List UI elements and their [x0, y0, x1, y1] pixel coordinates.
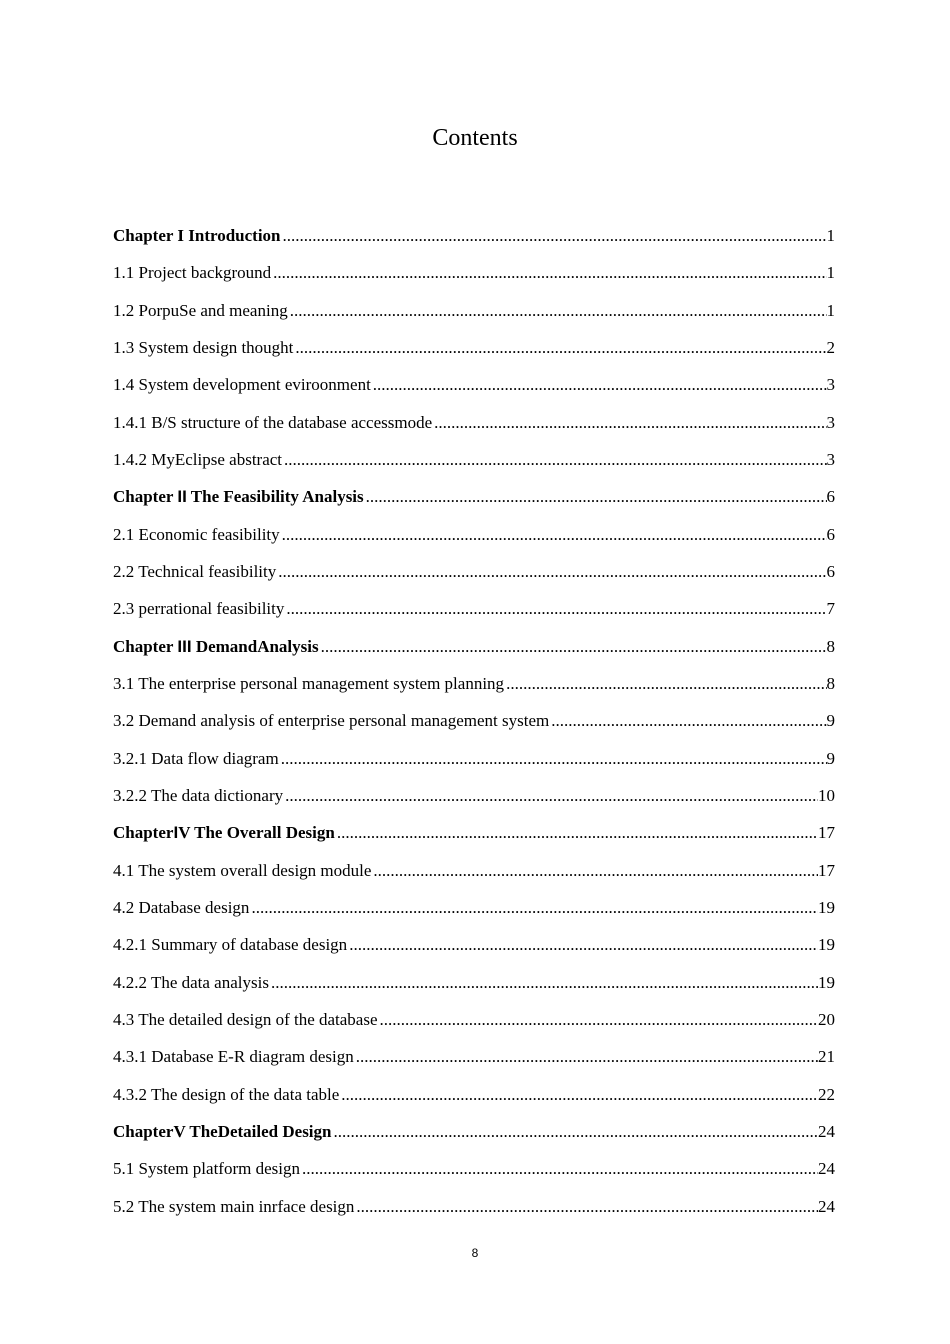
- dot-leader: [371, 852, 818, 889]
- toc-entry-label: [113, 964, 269, 1001]
- roman-numeral: I: [173, 823, 179, 843]
- dot-leader: [354, 1038, 818, 1075]
- toc-entry[interactable]: [113, 1188, 835, 1225]
- dot-leader: [371, 366, 827, 403]
- toc-entry-page: 6: [826, 487, 835, 507]
- toc-entry-text: The Feasibility Analysis: [186, 487, 364, 507]
- dot-leader: [504, 665, 826, 702]
- dot-leader: [284, 590, 826, 627]
- toc-entry-label: [113, 404, 432, 441]
- toc-entry-page: 20: [818, 1009, 835, 1029]
- toc-entry-page: 1: [826, 226, 835, 245]
- toc-entry-page: 6: [826, 561, 835, 581]
- toc-entry-page: 9: [826, 711, 835, 731]
- dot-leader: [269, 964, 818, 1001]
- dot-leader: [288, 292, 827, 329]
- dot-leader: [249, 889, 818, 926]
- dot-leader: [335, 814, 818, 851]
- toc-entry-text: 1.3 System design thought: [113, 337, 294, 357]
- toc-entry[interactable]: [113, 889, 835, 926]
- toc-entry-text: DemandAnalysis: [191, 636, 319, 656]
- toc-entry-label: [113, 1076, 339, 1113]
- toc-entry-text: 3.2.2 The data dictionary: [113, 785, 284, 805]
- dot-leader: [332, 1113, 819, 1150]
- toc-entry-page: 24: [818, 1196, 835, 1216]
- toc-entry-page: 10: [818, 785, 835, 805]
- toc-entry[interactable]: [113, 329, 835, 366]
- toc-entry-label: [113, 254, 271, 291]
- toc-entry-page: 22: [818, 1084, 835, 1104]
- toc-entry[interactable]: [113, 404, 835, 441]
- toc-entry-label: [113, 217, 281, 254]
- toc-entry[interactable]: [113, 1001, 835, 1038]
- toc-entry[interactable]: [113, 254, 835, 291]
- toc-entry-label: [113, 814, 335, 851]
- toc-entry-text: Chapter I Introduction: [113, 226, 281, 245]
- toc-entry-page: 7: [826, 599, 835, 619]
- toc-entry-label: [113, 590, 284, 627]
- toc-entry-page: 19: [818, 972, 835, 992]
- toc-entry[interactable]: [113, 217, 835, 254]
- toc-entry-page: 21: [818, 1047, 835, 1067]
- dot-leader: [364, 478, 827, 515]
- toc-entry-page: 1: [826, 300, 835, 320]
- toc-entry[interactable]: [113, 366, 835, 403]
- toc-entry[interactable]: [113, 1038, 835, 1075]
- toc-entry[interactable]: [113, 777, 835, 814]
- dot-leader: [271, 254, 826, 291]
- roman-numeral: II: [177, 487, 187, 507]
- roman-numeral: III: [177, 636, 192, 656]
- toc-entry-text: 2.2 Technical feasibility: [113, 561, 277, 581]
- toc-entry-page: 1: [826, 263, 835, 283]
- toc-entry[interactable]: [113, 740, 835, 777]
- toc-entry-text: 5.2 The system main inrface design: [113, 1196, 355, 1216]
- toc-entry-page: 8: [826, 673, 835, 693]
- toc-entry-page: 3: [826, 449, 835, 469]
- dot-leader: [378, 1001, 818, 1038]
- toc-entry-page: 3: [826, 412, 835, 432]
- toc-entry[interactable]: [113, 478, 835, 515]
- toc-entry[interactable]: [113, 1150, 835, 1187]
- toc-entry[interactable]: [113, 292, 835, 329]
- toc-entry-text: 4.2.2 The data analysis: [113, 972, 269, 992]
- toc-entry-page: 6: [826, 524, 835, 544]
- toc-entry[interactable]: [113, 1113, 835, 1150]
- toc-entry-text: 4.3.1 Database E-R diagram design: [113, 1047, 354, 1067]
- page-number: 8: [471, 1246, 479, 1260]
- dot-leader: [300, 1150, 818, 1187]
- toc-entry-text: 3.2.1 Data flow diagram: [113, 748, 279, 768]
- toc-entry-text: 2.3 perrational feasibility: [113, 599, 285, 619]
- toc-entry[interactable]: [113, 814, 835, 851]
- toc-entry[interactable]: [113, 516, 835, 553]
- toc-entry-page: 8: [826, 636, 835, 656]
- dot-leader: [281, 217, 827, 254]
- page-title: Contents: [432, 125, 518, 151]
- dot-leader: [432, 404, 826, 441]
- toc-entry[interactable]: [113, 926, 835, 963]
- toc-entry-text: 1.2 PorpuSe and meaning: [113, 300, 288, 320]
- toc-entry-label: [113, 702, 549, 739]
- toc-entry-label: [113, 1001, 378, 1038]
- toc-entry[interactable]: [113, 1076, 835, 1113]
- toc-entry-label: [113, 628, 319, 665]
- toc-entry[interactable]: [113, 665, 835, 702]
- toc-entry-label: [113, 1150, 300, 1187]
- toc-entry-label: [113, 1188, 354, 1225]
- toc-entry-label: [113, 292, 288, 329]
- toc-entry-text: 2.1 Economic feasibility: [113, 524, 280, 544]
- dot-leader: [282, 441, 826, 478]
- toc-entry[interactable]: [113, 590, 835, 627]
- dot-leader: [279, 740, 827, 777]
- toc-entry-text: 4.2 Database design: [113, 897, 250, 917]
- dot-leader: [283, 777, 818, 814]
- toc-entry-label: [113, 553, 276, 590]
- toc-entry-page: 24: [818, 1121, 835, 1141]
- toc-entry-label: [113, 1038, 354, 1075]
- toc-entry[interactable]: [113, 441, 835, 478]
- toc-entry-text: V The Overall Design: [178, 823, 335, 843]
- toc-entry[interactable]: [113, 852, 835, 889]
- toc-entry-label: [113, 478, 364, 515]
- dot-leader: [276, 553, 826, 590]
- dot-leader: [347, 926, 818, 963]
- toc-entry-text: 4.3.2 The design of the data table: [113, 1084, 340, 1104]
- toc-entry-text: 4.1 The system overall design module: [113, 860, 372, 880]
- toc-entry-page: 17: [818, 823, 835, 843]
- dot-leader: [280, 516, 827, 553]
- toc-entry-label: [113, 889, 249, 926]
- toc-entry-text: 3.1 The enterprise personal management system planning: [113, 673, 505, 693]
- toc-entry-page: 3: [826, 375, 835, 395]
- toc-entry-text: 4.3 The detailed design of the database: [113, 1009, 378, 1029]
- toc-entry-label: [113, 441, 282, 478]
- toc-entry-page: 2: [826, 337, 835, 357]
- toc-entry-label: [113, 852, 371, 889]
- toc-entry[interactable]: [113, 553, 835, 590]
- toc-entry-page: 24: [818, 1159, 835, 1179]
- toc-entry-page: 19: [818, 935, 835, 955]
- toc-entry[interactable]: [113, 628, 835, 665]
- toc-entry-label: [113, 1113, 332, 1150]
- toc-entry-label: [113, 329, 293, 366]
- toc-entry-text: 1.1 Project background: [113, 263, 272, 283]
- dot-leader: [293, 329, 826, 366]
- toc-entry-label: [113, 740, 279, 777]
- toc-entry-text: 1.4 System development eviroonment: [113, 375, 371, 395]
- toc-entry[interactable]: [113, 702, 835, 739]
- toc-entry-text: 3.2 Demand analysis of enterprise personal management system: [113, 711, 550, 731]
- toc-entry-page: 19: [818, 897, 835, 917]
- toc-entry-label: [113, 516, 280, 553]
- toc-entry-label: [113, 777, 283, 814]
- dot-leader: [549, 702, 826, 739]
- toc-entry-page: 17: [818, 860, 835, 880]
- toc-entry-text: 1.4.2 MyEclipse abstract: [113, 449, 283, 469]
- toc-list: [113, 217, 835, 1225]
- toc-entry-text: Chapter: [113, 636, 178, 656]
- dot-leader: [339, 1076, 818, 1113]
- dot-leader: [319, 628, 827, 665]
- toc-entry-text: 1.4.1 B/S structure of the database accessmode: [113, 412, 433, 432]
- toc-entry-text: ChapterV TheDetailed Design: [113, 1121, 332, 1141]
- toc-entry-label: [113, 665, 504, 702]
- toc-entry-text: Chapter: [113, 823, 174, 843]
- toc-entry-text: 5.1 System platform design: [113, 1159, 300, 1179]
- toc-entry-text: 4.2.1 Summary of database design: [113, 935, 348, 955]
- toc-entry-page: 9: [826, 748, 835, 768]
- dot-leader: [354, 1188, 818, 1225]
- toc-entry-label: [113, 926, 347, 963]
- toc-entry[interactable]: [113, 964, 835, 1001]
- toc-entry-text: Chapter: [113, 487, 178, 507]
- toc-entry-label: [113, 366, 371, 403]
